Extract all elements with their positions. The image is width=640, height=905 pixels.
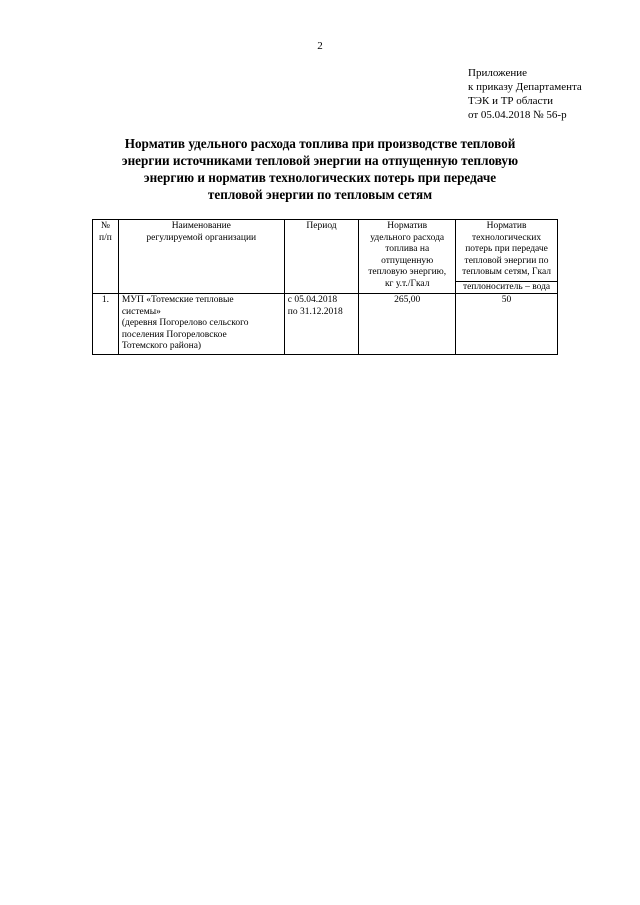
table-row bbox=[93, 294, 558, 355]
document-title bbox=[100, 135, 540, 203]
cell-period bbox=[284, 294, 359, 355]
header-period bbox=[284, 220, 359, 294]
header-coolant: теплоноситель – вода bbox=[456, 281, 557, 294]
header-text: тепловой энергии по bbox=[464, 255, 549, 266]
page-number: 2 bbox=[317, 40, 323, 52]
appendix-line: к приказу Департамента bbox=[468, 81, 582, 93]
cell-text: системы» bbox=[121, 306, 161, 317]
header-text: тепловым сетям, Гкал bbox=[462, 267, 551, 277]
header-fuel-norm bbox=[359, 220, 456, 294]
cell-text: с 05.04.2018 bbox=[287, 295, 338, 305]
header-text: потерь при передаче bbox=[465, 244, 548, 254]
header-loss-norm bbox=[456, 220, 558, 294]
appendix-line: ТЭК и ТР области bbox=[468, 95, 554, 107]
header-text: регулируемой организации bbox=[146, 232, 257, 243]
header-text: топлива на bbox=[385, 244, 430, 254]
header-text: Норматив bbox=[387, 221, 428, 231]
header-text: № bbox=[100, 221, 110, 231]
cell-text: Тотемского района) bbox=[121, 341, 202, 351]
cell-text: (деревня Погорелово сельского bbox=[121, 318, 249, 328]
appendix-line: от 05.04.2018 № 56-р bbox=[468, 109, 567, 121]
cell-text: поселения Погореловское bbox=[121, 329, 227, 340]
header-text: п/п bbox=[99, 232, 112, 243]
title-line: энергии источниками тепловой энергии на отпущенную тепловую bbox=[121, 153, 519, 168]
header-organization bbox=[118, 220, 284, 294]
appendix-note bbox=[468, 66, 582, 122]
cell-loss-norm: 50 bbox=[456, 294, 558, 355]
header-text: удельного расхода bbox=[370, 232, 445, 243]
header-text: Период bbox=[306, 221, 337, 231]
header-text: Норматив bbox=[486, 221, 527, 231]
cell-num: 1. bbox=[93, 294, 119, 355]
title-line: тепловой энергии по тепловым сетям bbox=[207, 187, 433, 202]
cell-organization bbox=[118, 294, 284, 355]
table-header-row bbox=[93, 220, 558, 294]
title-line: Норматив удельного расхода топлива при производстве тепловой bbox=[124, 136, 516, 151]
cell-text: по 31.12.2018 bbox=[287, 306, 343, 317]
header-text: технологических bbox=[472, 232, 542, 243]
norms-table bbox=[92, 219, 558, 355]
header-text: тепловую энергию, bbox=[368, 267, 447, 277]
cell-text: МУП «Тотемские тепловые bbox=[121, 295, 234, 305]
title-line: энергию и норматив технологических потерь при передаче bbox=[143, 170, 497, 185]
appendix-line: Приложение bbox=[468, 67, 528, 79]
header-text: отпущенную bbox=[381, 255, 434, 266]
header-text: кг у.т./Гкал bbox=[384, 278, 430, 289]
header-text: Наименование bbox=[171, 221, 231, 231]
header-num bbox=[93, 220, 119, 294]
cell-fuel-norm: 265,00 bbox=[359, 294, 456, 355]
